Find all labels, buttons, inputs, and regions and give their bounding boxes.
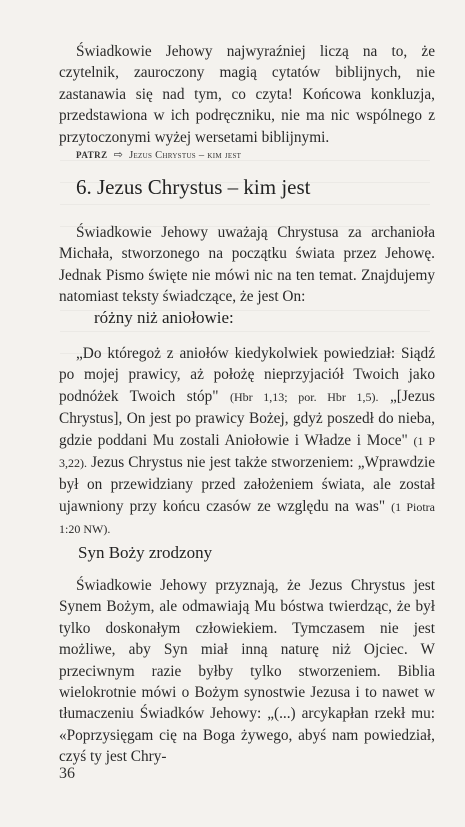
quote-paragraph — [59, 343, 435, 541]
quote-block — [59, 343, 435, 541]
page-number: 36 — [59, 765, 75, 782]
see-label: PATRZ — [76, 150, 108, 160]
arrow-right-icon: ⇨ — [113, 148, 124, 161]
see-also-reference — [76, 148, 241, 161]
ref-1a: (Hbr 1,13; por. Hbr 1,5). — [229, 389, 379, 404]
intro-paragraph-block — [59, 41, 435, 148]
paragraph-2: Świadkowie Jehowy uważają Chrystusa za archanioła Michała, stworzonego na początku świata przez Jehowę. Jednak Pismo święte nie mówi nic na ten temat. Znajdujemy natomiast teksty świadczące, że jest On: — [59, 224, 435, 306]
paragraph-3-block — [59, 575, 435, 768]
subheading-son-of-god: Syn Boży zrodzony — [78, 543, 213, 562]
intro-paragraph: Świadkowie Jehowy najwyraźniej liczą na to, że czytelnik, zauroczony magią cytatów biblijnych, nie zastanawia się nad tym, co czyta! Końcowa konkluzja, przedstawiona w ich podręczniku, nie ma nic wspólnego z przytoczonymi wyżej wersetami biblijnymi. — [59, 43, 435, 146]
subheading-different-from-angels: różny niż aniołowie: — [94, 308, 234, 327]
paragraph-2-block — [59, 222, 435, 308]
quote-1a: „Do któregoż z aniołów kiedykolwiek powiedział: Siądź po mojej prawicy, aż położę nieprzyjaciół Twoich jako podnóżek Twoich stóp" — [59, 345, 435, 405]
ref-1b: (1 P 3,22). — [59, 433, 435, 471]
text-1c: Jezus Chrystus nie jest także stworzeniem: „Wprawdzie był on przewidziany przed założeniem świata, ale został ujawniony przy końcu czasów ze względu na was" — [59, 454, 435, 515]
section-heading: 6. Jezus Chrystus – kim jest — [76, 175, 311, 199]
see-target: Jezus Chrystus – kim jest — [129, 150, 242, 161]
paragraph-3: Świadkowie Jehowy przyznają, że Jezus Chrystus jest Synem Bożym, ale odmawiają Mu bóstwa twierdząc, że był tylko doskonałym człowiekiem. Tymczasem nie jest możliwe, aby Syn miał inną naturę niż Ojciec. W przeciwnym razie byłby tylko stworzeniem. Biblia wielokrotnie mówi o Bożym synostwie Jezusa i to nawet w tłumaczeniu Świadków Jehowy: „(...) arcykapłan rzekł mu: «Poprzysięgam cię na Boga żywego, abyś nam powiedział, czyś ty jest Chry- — [59, 577, 435, 766]
ref-1c: (1 Piotra 1:20 NW). — [59, 499, 435, 537]
quote-1b: „[Jezus Chrystus], On jest po prawicy Bożej, gdyż poszedł do nieba, gdzie poddani Mu zostali Aniołowie i Władze i Moce" — [59, 387, 436, 449]
